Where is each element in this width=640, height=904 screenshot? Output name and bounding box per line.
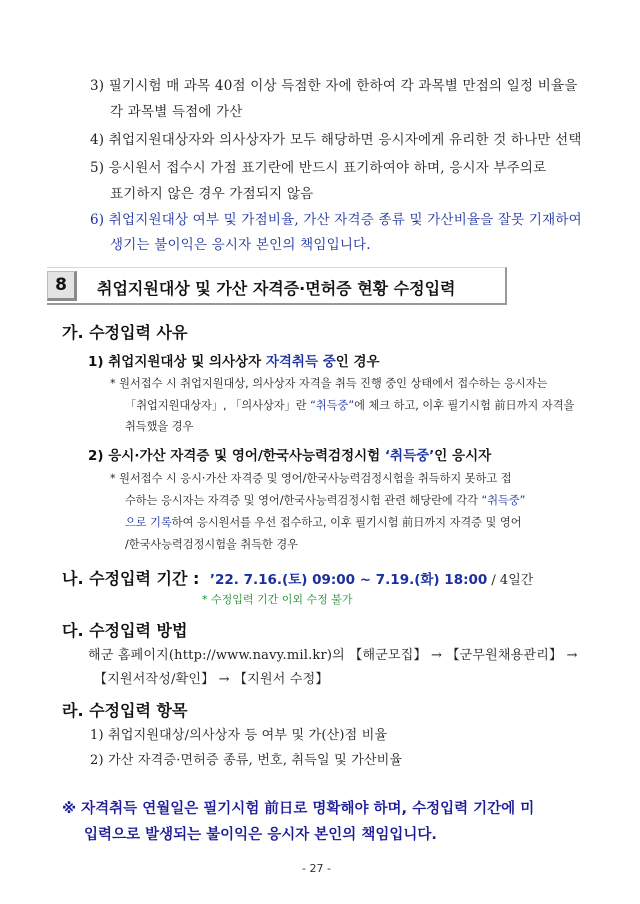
sub-heading-2-highlight: ‘취득중’ [384, 448, 435, 464]
items-line1: 1) 취업지원대상/의사상자 등 여부 및 가(산)점 비율 [90, 728, 388, 743]
section-header [47, 267, 507, 305]
section-title: 취업지원대상 및 가산 자격증·면허증 현황 수정입력 [97, 279, 456, 298]
heading-na: 나. 수정입력 기간 : [62, 569, 200, 588]
footer-warning-line1: ※ 자격취득 연월일은 필기시험 前日로 명확해야 하며, 수정입력 기간에 미 [62, 801, 535, 817]
period-row [62, 566, 533, 589]
note-1-line3: 취득했을 경우 [125, 420, 194, 433]
footer-warning-line2: 입력으로 발생되는 불이익은 응시자 본인의 책임입니다. [84, 827, 437, 843]
method-line2: 【지원서작성/확인】 → 【지원서 수정】 [94, 672, 329, 687]
sub-heading-2 [88, 444, 491, 464]
note-1-line2-a: 「취업지원대상자」, 「의사상자」란 [125, 399, 311, 412]
note-2-line2-a: 수하는 응시자는 자격증 및 영어/한국사능력검정시험 관련 해당란에 각각 [125, 494, 482, 507]
heading-ra: 라. 수정입력 항목 [62, 701, 188, 720]
period-note: * 수정입력 기간 이외 수정 불가 [202, 593, 353, 606]
item-6-line2: 생기는 불이익은 응시자 본인의 책임입니다. [110, 237, 371, 253]
note-2-line3 [125, 514, 522, 530]
note-2-line1: * 원서접수 시 응시·가산 자격증 및 영어/한국사능력검정시험을 취득하지 못하고 접 [110, 472, 512, 485]
note-1-line2-c: 에 체크 하고, 이후 필기시험 前日까지 자격을 [354, 399, 575, 412]
period-value: ’22. 7.16.(토) 09:00 ~ 7.19.(화) 18:00 [209, 572, 488, 588]
heading-da: 다. 수정입력 방법 [62, 621, 188, 640]
note-2-line2-highlight: “취득중” [481, 494, 526, 507]
item-3-line2: 각 과목별 득점에 가산 [110, 104, 243, 120]
note-2-line2 [125, 492, 525, 508]
sub-heading-1-text-a: 1) 취업지원대상 및 의사상자 [88, 354, 266, 370]
note-1-line1: * 원서접수 시 취업지원대상, 의사상자 자격을 취득 진행 중인 상태에서 접수하는 응시자는 [110, 377, 548, 390]
sub-heading-1 [88, 350, 380, 370]
note-2-line3-b: 하여 응시원서를 우선 접수하고, 이후 필기시험 前日까지 자격증 및 영어 [171, 516, 522, 529]
method-line1: 해군 홈페이지(http://www.navy.mil.kr)의 【해군모집】 → 【군무원채용관리】 → [88, 648, 578, 663]
item-6-line1: 6) 취업지원대상 여부 및 가점비율, 가산 자격증 종류 및 가산비율을 잘못 기재하여 [90, 212, 582, 228]
note-1-line2 [125, 397, 574, 413]
period-suffix: / 4일간 [487, 573, 534, 588]
item-4: 4) 취업지원대상자와 의사상자가 모두 해당하면 응시자에게 유리한 것 하나만 선택 [90, 132, 582, 148]
sub-heading-2-text-c: 인 응시자 [434, 448, 492, 464]
item-5-line2: 표기하지 않은 경우 가점되지 않음 [110, 186, 314, 202]
note-2-line4: /한국사능력검정시험을 취득한 경우 [125, 538, 298, 551]
item-3-line1: 3) 필기시험 매 과목 40점 이상 득점한 자에 한하여 각 과목별 만점의 일정 비율을 [90, 78, 578, 94]
items-line2: 2) 가산 자격증·면허증 종류, 번호, 취득일 및 가산비율 [90, 753, 403, 768]
note-1-line2-highlight: “취득중” [310, 399, 355, 412]
heading-ga: 가. 수정입력 사유 [62, 323, 188, 342]
sub-heading-1-text-c: 인 경우 [335, 354, 380, 370]
item-5-line1: 5) 응시원서 접수시 가점 표기란에 반드시 표기하여야 하며, 응시자 부주의로 [90, 160, 547, 176]
section-number-badge: 8 [47, 271, 77, 301]
sub-heading-2-text-a: 2) 응시·가산 자격증 및 영어/한국사능력검정시험 [88, 448, 385, 464]
note-2-line3-highlight: 으로 기록 [125, 516, 172, 529]
page-number: - 27 - [302, 862, 331, 875]
sub-heading-1-highlight: 자격취득 중 [265, 354, 336, 370]
